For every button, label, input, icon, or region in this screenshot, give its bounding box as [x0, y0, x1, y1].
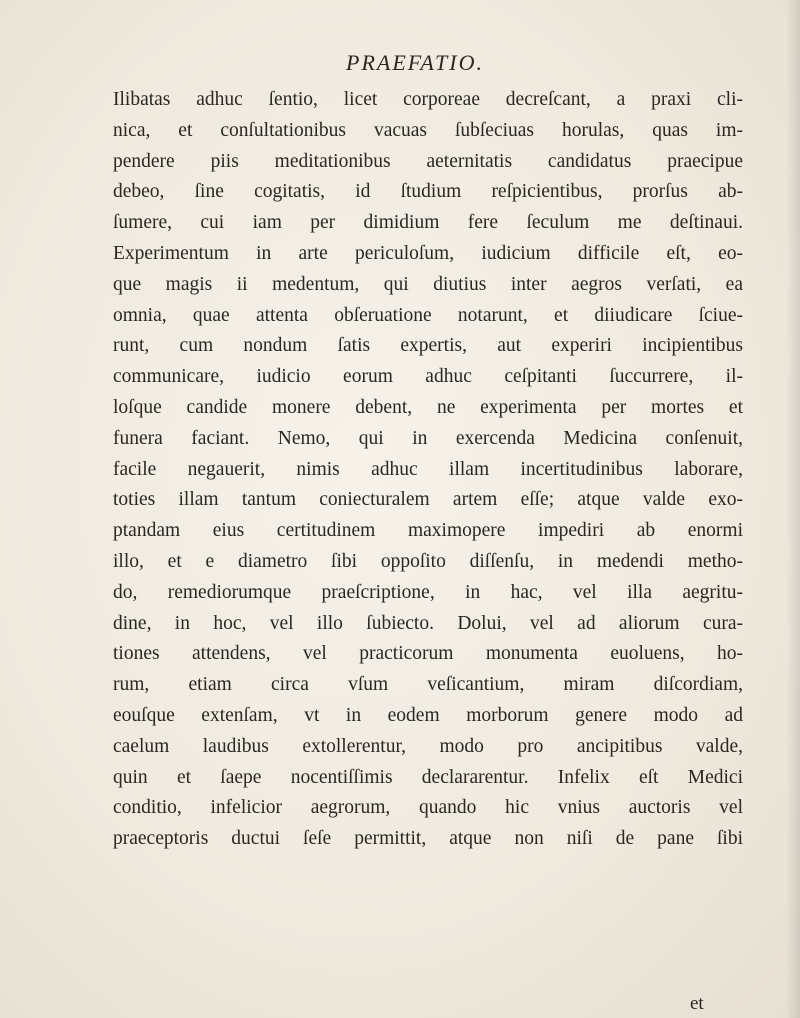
text-line: do, remediorumque praeſcriptione, in hac, vel illa aegritu- — [113, 581, 743, 603]
text-line: quin et ſaepe nocentiſſimis declararentur. Infelix eſt Medici — [113, 766, 743, 788]
text-line: Ilibatas adhuc ſentio, licet corporeae decreſcant, a praxi cli- — [113, 89, 743, 110]
text-line: dine, in hoc, vel illo ſubiecto. Dolui, vel ad aliorum cura- — [113, 612, 743, 634]
body-text — [113, 85, 743, 855]
text-line: runt, cum nondum ſatis expertis, aut experiri incipientibus — [113, 335, 743, 357]
running-header: PRAEFATIO. — [346, 50, 484, 75]
text-line: communicare, iudicio eorum adhuc ceſpitanti ſuccurrere, il- — [113, 366, 743, 388]
text-line: pendere piis meditationibus aeternitatis candidatus praecipue — [113, 150, 743, 172]
text-line: nica, et conſultationibus vacuas ſubſeciuas horulas, quas im- — [113, 119, 743, 141]
text-line: eouſque extenſam, vt in eodem morborum genere modo ad — [113, 704, 743, 726]
text-line: rum, etiam circa vſum veſicantium, miram diſcordiam, — [113, 674, 743, 696]
text-line: conditio, infelicior aegrorum, quando hic vnius auctoris vel — [113, 797, 743, 819]
text-line: caelum laudibus extollerentur, modo pro ancipitibus valde, — [113, 735, 743, 757]
text-line: ſumere, cui iam per dimidium fere ſeculum me deſtinaui. — [113, 212, 743, 234]
text-line: loſque candide monere debent, ne experimenta per mortes et — [113, 396, 743, 418]
text-line: facile negauerit, nimis adhuc illam incertitudinibus laborare, — [113, 458, 743, 480]
text-line: que magis ii medentum, qui diutius inter aegros verſati, ea — [113, 273, 743, 295]
page-edge-shadow — [786, 0, 800, 1018]
catchword: et — [690, 993, 704, 1014]
text-line: ptandam eius certitudinem maximopere impediri ab enormi — [113, 520, 743, 542]
text-line: funera faciant. Nemo, qui in exercenda Medicina conſenuit, — [113, 427, 743, 449]
text-line: debeo, ſine cogitatis, id ſtudium reſpicientibus, prorſus ab- — [113, 181, 743, 203]
text-line: illo, et e diametro ſibi oppoſito diſſenſu, in medendi metho- — [113, 550, 743, 572]
text-line: praeceptoris ductui ſeſe permittit, atque non niſi de pane ſibi — [113, 828, 743, 850]
text-line: omnia, quae attenta obſeruatione notarunt, et diiudicare ſciue- — [113, 304, 743, 326]
text-line: toties illam tantum coniecturalem artem eſſe; atque valde exo- — [113, 489, 743, 511]
text-line: Experimentum in arte periculoſum, iudicium difficile eſt, eo- — [113, 242, 743, 264]
text-line: tiones attendens, vel practicorum monumenta euoluens, ho- — [113, 643, 743, 665]
